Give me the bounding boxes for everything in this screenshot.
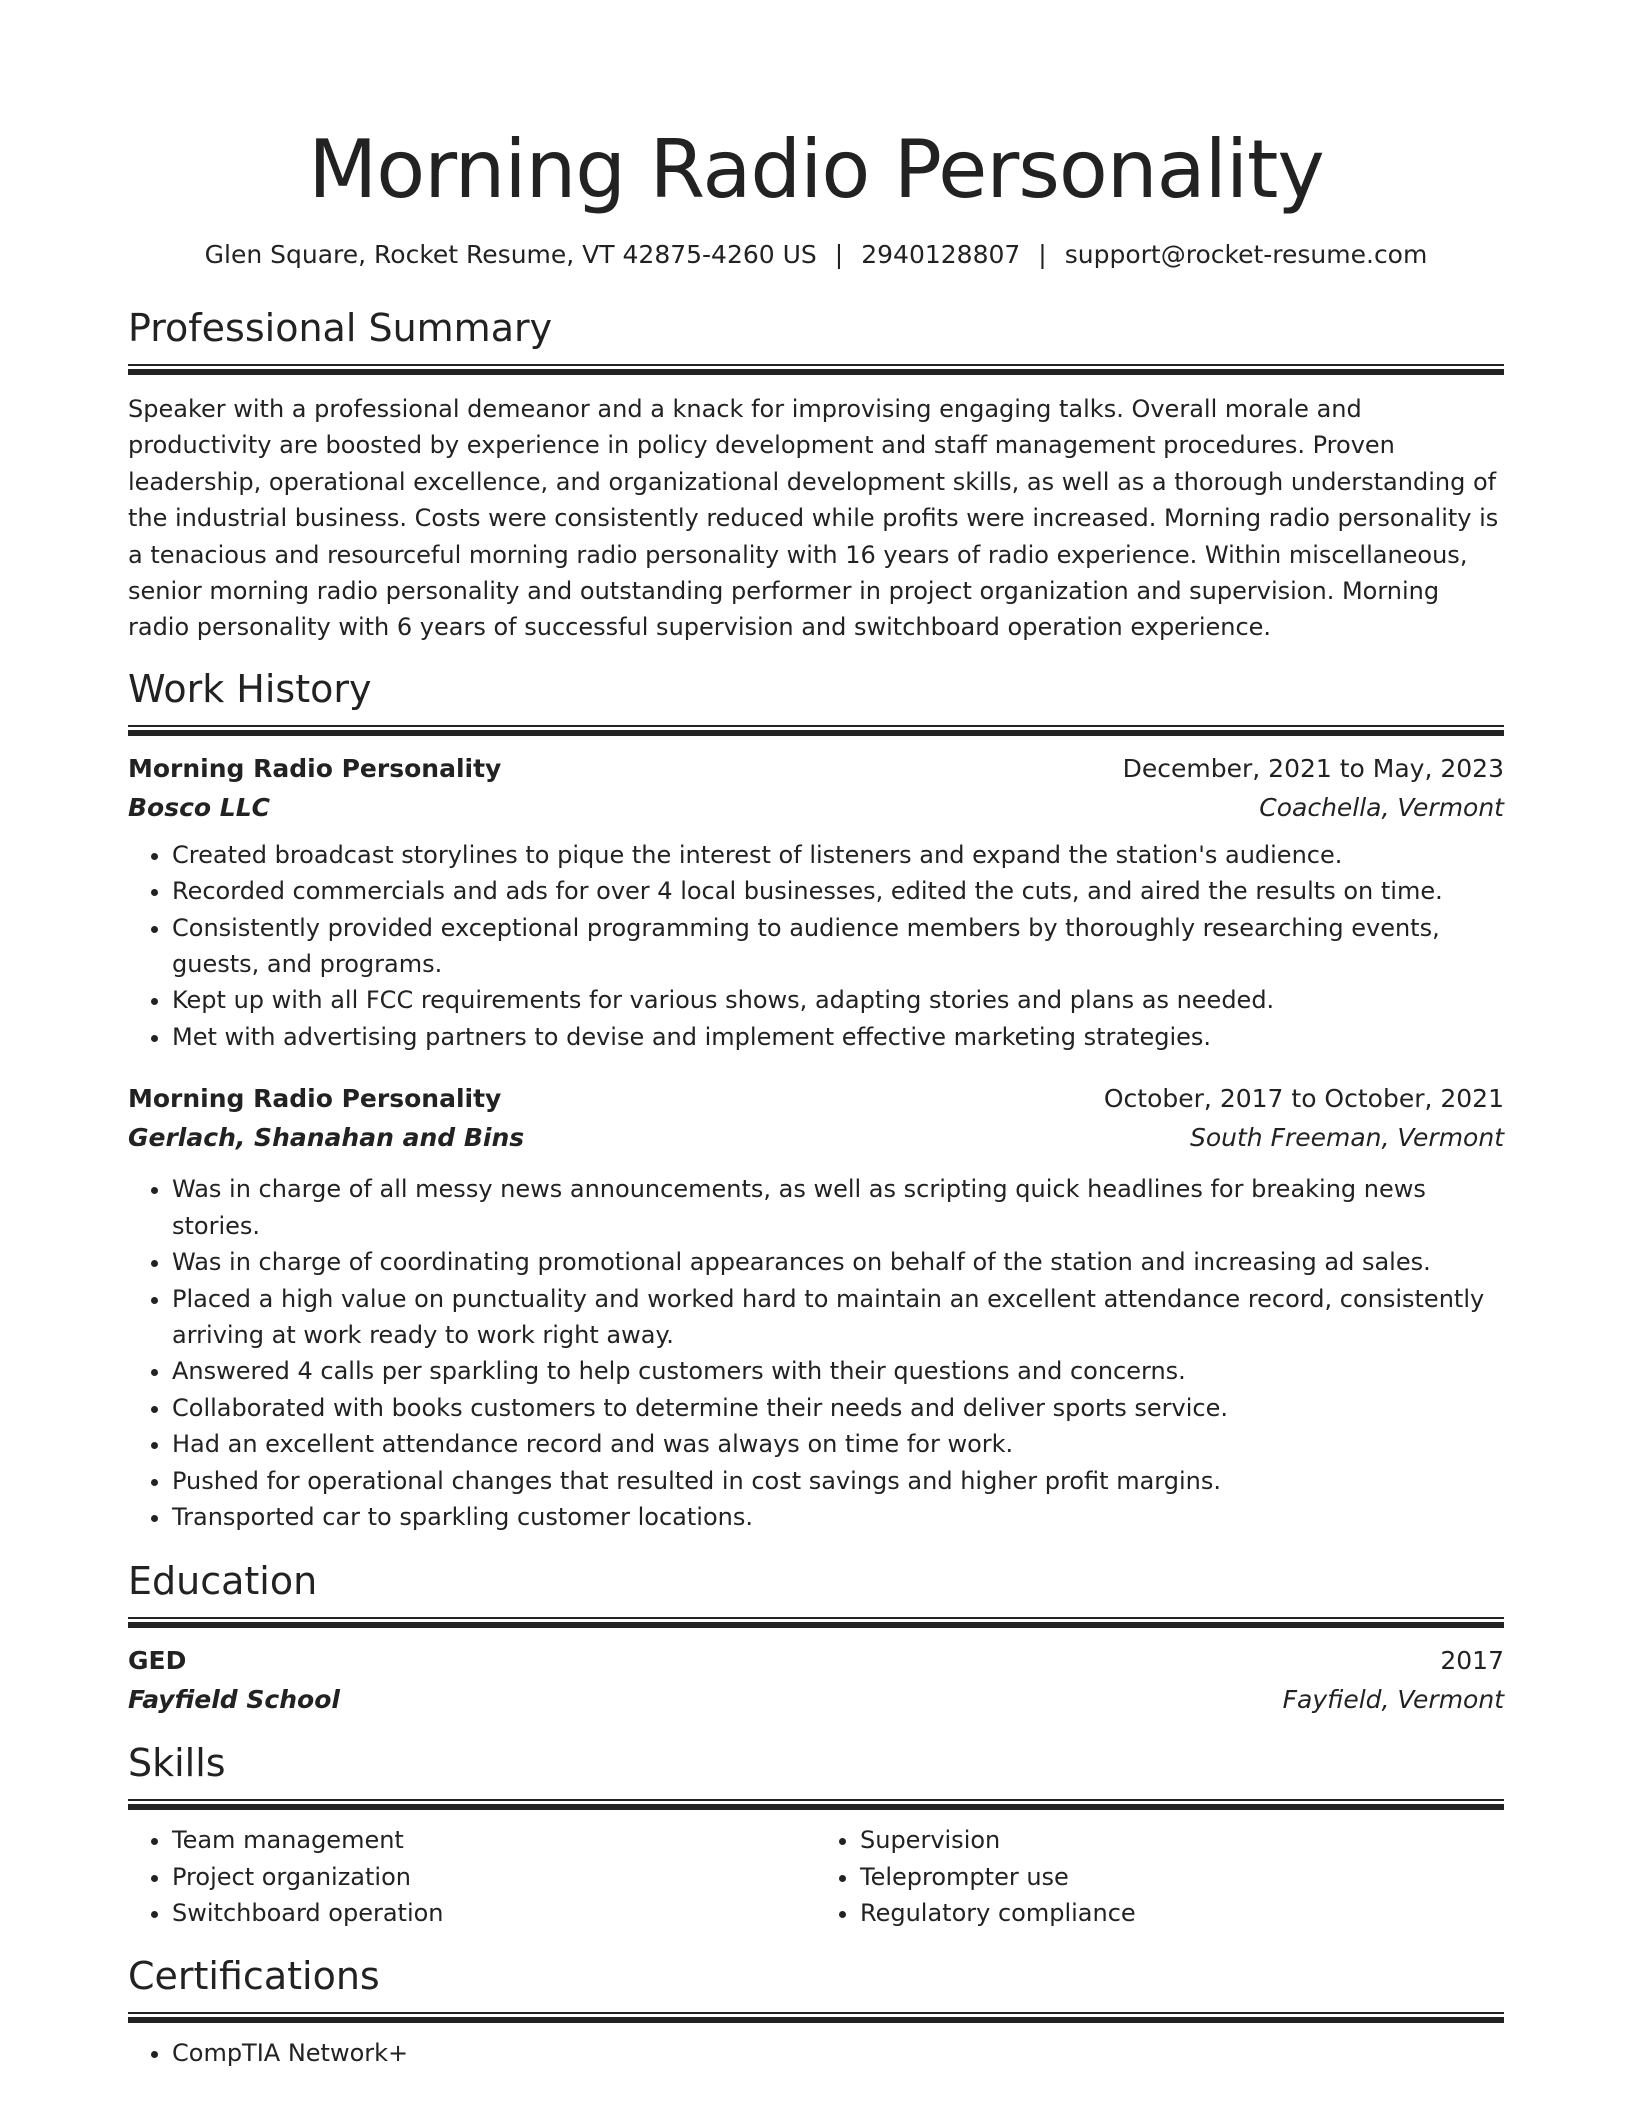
job-company: Gerlach, Shanahan and Bins — [128, 1123, 525, 1153]
section-divider — [128, 725, 1504, 736]
job-entry — [128, 749, 1504, 1055]
resume-name: Morning Radio Personality — [308, 123, 1324, 216]
section-divider — [128, 1617, 1504, 1628]
skills-column-right — [816, 1822, 1504, 1931]
list-item: • Had an excellent attendance record and was always on time for work. — [172, 1426, 1504, 1462]
skills-column-left — [128, 1822, 816, 1931]
list-item: • Team management — [172, 1822, 816, 1858]
contact-line — [128, 238, 1504, 272]
education-heading: Education — [128, 1559, 318, 1604]
list-item: • Regulatory compliance — [860, 1895, 1504, 1931]
job-role: Morning Radio Personality — [128, 1084, 502, 1114]
list-item: • Created broadcast storylines to pique the interest of listeners and expand the station's audience. — [172, 837, 1504, 873]
certifications-heading: Certifications — [128, 1953, 380, 1998]
education-section — [128, 1557, 1504, 1719]
job-dates: December, 2021 to May, 2023 — [1122, 753, 1504, 783]
work-section — [128, 665, 1504, 1536]
resume-page — [128, 0, 1504, 2071]
list-item: • Transported car to sparkling customer locations. — [172, 1499, 1504, 1535]
education-degree: GED — [128, 1646, 187, 1676]
skills-heading: Skills — [128, 1741, 226, 1786]
section-divider — [128, 364, 1504, 375]
list-item: • Placed a high value on punctuality and worked hard to maintain an excellent attendance record, consistently arriving at work ready to work right away. — [172, 1281, 1504, 1354]
certifications-list — [128, 2035, 1504, 2071]
summary-heading: Professional Summary — [128, 306, 553, 350]
list-item: • Supervision — [860, 1822, 1504, 1858]
list-item: • Was in charge of all messy news announcements, as well as scripting quick headlines for breaking news stories. — [172, 1171, 1504, 1244]
skills-section — [128, 1739, 1504, 1931]
list-item: • Collaborated with books customers to determine their needs and deliver sports service. — [172, 1390, 1504, 1426]
list-item: • Met with advertising partners to devise and implement effective marketing strategies. — [172, 1019, 1504, 1055]
education-year: 2017 — [1440, 1646, 1504, 1676]
education-school: Fayfield School — [128, 1685, 340, 1715]
section-divider — [128, 2012, 1504, 2023]
list-item: • Consistently provided exceptional programming to audience members by thoroughly researching events, guests, and programs. — [172, 910, 1504, 983]
job-dates: October, 2017 to October, 2021 — [1103, 1084, 1504, 1114]
job-role: Morning Radio Personality — [128, 753, 502, 783]
contact-separator: | — [1038, 240, 1047, 269]
job-bullets — [128, 837, 1504, 1055]
list-item: • Recorded commercials and ads for over 4 local businesses, edited the cuts, and aired the results on time. — [172, 873, 1504, 909]
list-item: • Was in charge of coordinating promotional appearances on behalf of the station and increasing ad sales. — [172, 1244, 1504, 1280]
list-item: • Kept up with all FCC requirements for various shows, adapting stories and plans as needed. — [172, 982, 1504, 1018]
summary-section — [128, 304, 1504, 646]
skills-list — [128, 1822, 1504, 1931]
job-company: Bosco LLC — [128, 792, 271, 822]
list-item: • Teleprompter use — [860, 1859, 1504, 1895]
job-bullets — [128, 1171, 1504, 1535]
summary-text: Speaker with a professional demeanor and a knack for improvising engaging talks. Overall morale and productivity are boosted by experience in policy development and staff management procedures. Proven leadership, operational excellence, and organizational development skills, as well as a thorough understanding of the industrial business. Costs were consistently reduced while profits were increased. Morning radio personality is a tenacious and resourceful morning radio personality with 16 years of radio experience. Within miscellaneous, senior morning radio personality and outstanding performer in project organization and supervision. Morning radio personality with 6 years of successful supervision and switchboard operation experience. — [128, 395, 1499, 642]
job-location: Coachella, Vermont — [1259, 792, 1504, 822]
contact-separator: | — [834, 240, 844, 269]
contact-address: Glen Square, Rocket Resume, VT 42875-4260 US — [204, 240, 817, 269]
contact-email: support@rocket-resume.com — [1064, 240, 1428, 269]
list-item: • CompTIA Network+ — [172, 2035, 1504, 2071]
job-entry — [128, 1079, 1504, 1535]
work-heading: Work History — [128, 666, 372, 711]
job-location: South Freeman, Vermont — [1189, 1123, 1504, 1153]
list-item: • Switchboard operation — [172, 1895, 816, 1931]
contact-phone: 2940128807 — [861, 240, 1021, 269]
section-divider — [128, 1799, 1504, 1810]
education-location: Fayfield, Vermont — [1282, 1685, 1504, 1715]
list-item: • Pushed for operational changes that resulted in cost savings and higher profit margins. — [172, 1463, 1504, 1499]
list-item: • Answered 4 calls per sparkling to help customers with their questions and concerns. — [172, 1353, 1504, 1389]
list-item: • Project organization — [172, 1859, 816, 1895]
certifications-section — [128, 1952, 1504, 2071]
